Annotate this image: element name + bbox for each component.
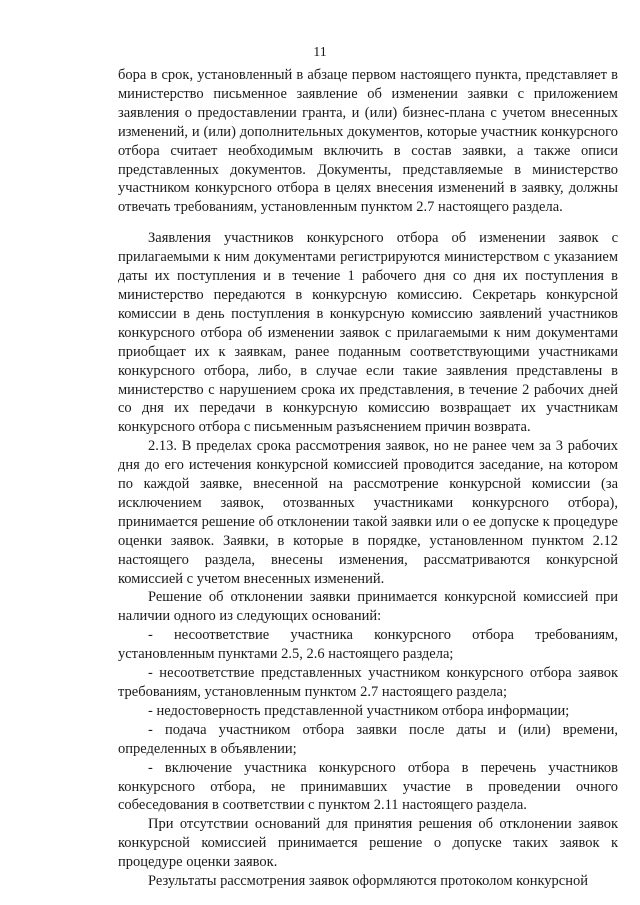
list-item: - несоответствие участника конкурсного отбора требованиям, установленным пунктами 2.5, 2.6 настоящего раздела; <box>118 627 618 663</box>
list-item: - недостоверность представленной участником отбора информации; <box>148 702 570 719</box>
paragraph: Заявления участников конкурсного отбора об изменении заявок с прилагаемыми к ним документами регистрируются министерством с указанием даты их поступления и в течение 1 рабочего дня со дня их поступления в министерство передаются в конкурсную комиссию. Секретарь конкурсной комиссии в день поступления в конкурсную комиссию заявлений участников конкурсного отбора об изменении заявок с прилагаемыми к ним документами приобщает их к заявкам, ранее поданным соответствующими участниками конкурсного отбора, либо, в случае если такие заявления представлены в министерство с нарушением срока их представления, в течение 2 рабочих дней со дня их передачи в конкурсную комиссию возвращает их участникам конкурсного отбора с письменным разъяснением причин возврата. <box>118 230 618 436</box>
document-body <box>118 66 618 891</box>
paragraph: Результаты рассмотрения заявок оформляются протоколом конкурсной <box>148 873 588 890</box>
list-item: - несоответствие представленных участником конкурсного отбора заявок требованиям, установленным пунктом 2.7 настоящего раздела; <box>118 665 618 700</box>
paragraph: Решение об отклонении заявки принимается конкурсной комиссией при наличии одного из следующих оснований: <box>118 589 618 625</box>
page-number: 11 <box>313 45 327 60</box>
list-item: - подача участником отбора заявки после даты и (или) времени, определенных в объявлении; <box>118 721 618 757</box>
list-item: - включение участника конкурсного отбора в перечень участников конкурсного отбора, не принимавших участие в проведении очного собеседования в соответствии с пунктом 2.11 настоящего раздела. <box>118 759 618 814</box>
paragraph: бора в срок, установленный в абзаце первом настоящего пункта, представляет в министерство письменное заявление об изменении заявки с приложением заявления о предоставлении гранта, и (или) бизнес-плана с учетом внесенных изменений, и (или) дополнительных документов, которые участник конкурсного отбора считает необходимым включить в состав заявки, а также описи представленных документов. Документы, представляемые в министерство участником конкурсного отбора в целях внесения изменений в заявку, должны отвечать требованиям, установленным пунктом 2.7 настоящего раздела. <box>118 67 618 216</box>
paragraph: 2.13. В пределах срока рассмотрения заявок, но не ранее чем за 3 рабочих дня до его истечения конкурсной комиссией проводится заседание, на котором по каждой заявке, внесенной на рассмотрение конкурсной комиссии (за исключением заявок, отозванных участниками конкурсного отбора), принимается решение об отклонении такой заявки или о ее допуске к процедуре оценки заявок. Заявки, в которые в порядке, установленном пунктом 2.12 настоящего раздела, внесены изменения, рассматриваются конкурсной комиссией с учетом внесенных изменений. <box>118 438 618 587</box>
paragraph: При отсутствии оснований для принятия решения об отклонении заявок конкурсной комиссией принимается решение о допуске таких заявок к процедуре оценки заявок. <box>118 816 618 871</box>
